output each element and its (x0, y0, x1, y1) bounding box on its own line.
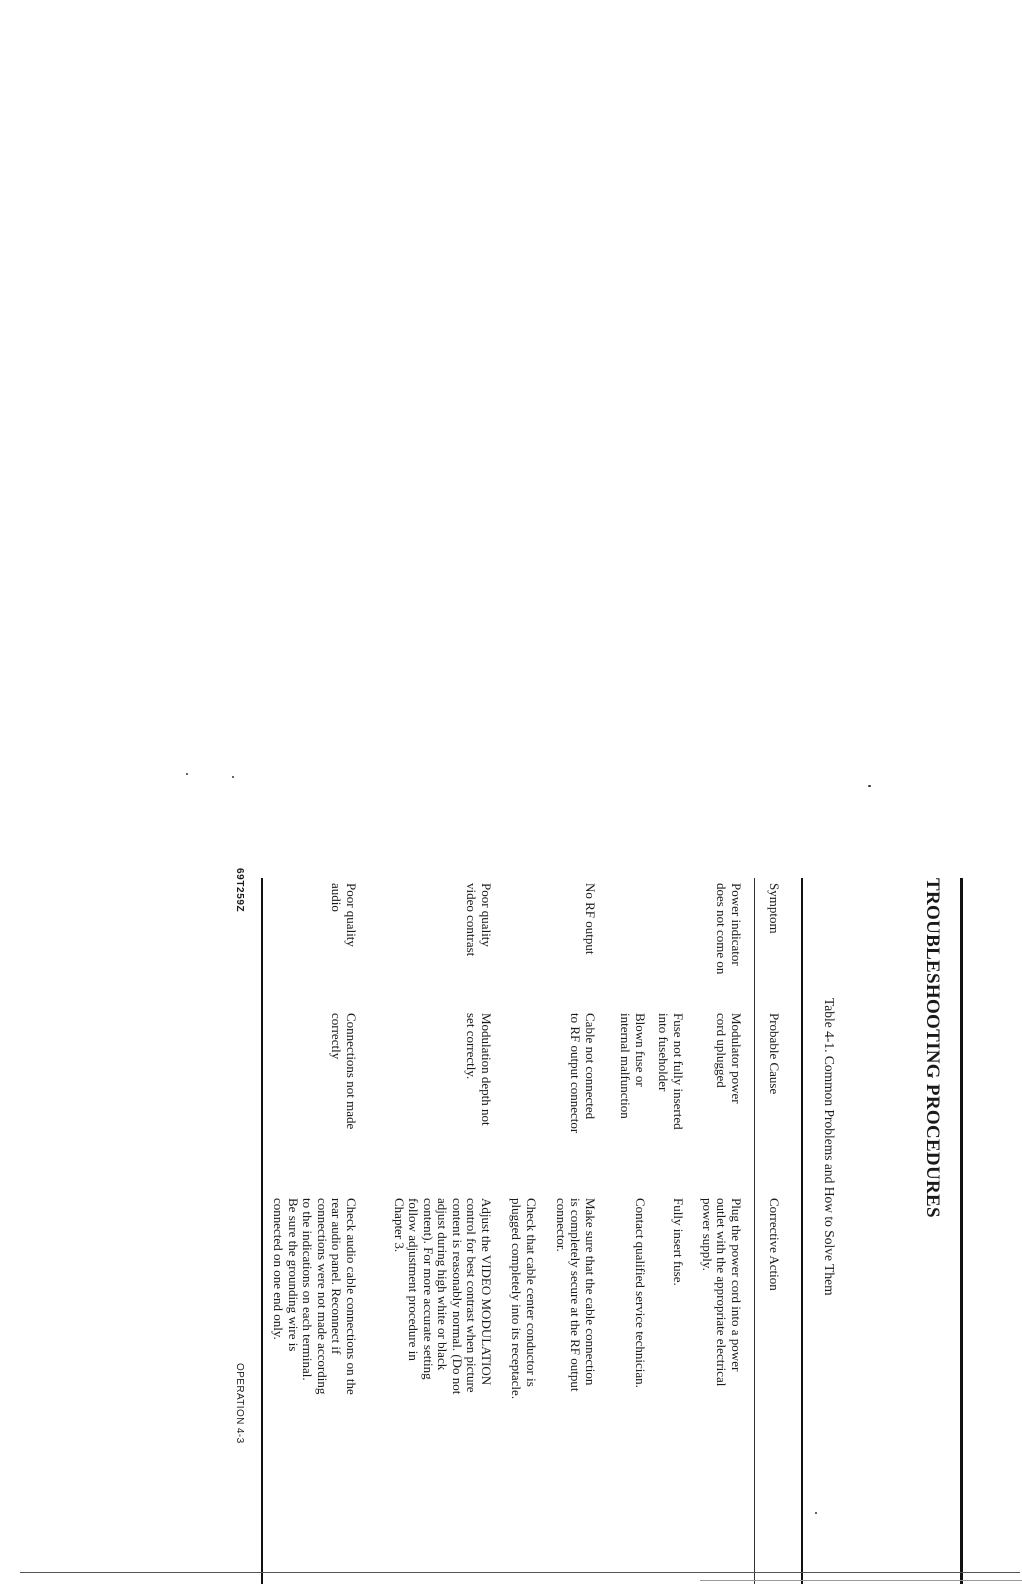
table-row-7-cause: Connections not made correctly (329, 1013, 359, 1130)
table-row-7-symptom: Poor quality audio (329, 883, 359, 947)
header-corrective-action: Corrective Action (767, 1198, 782, 1291)
scan-speck (868, 785, 871, 787)
table-bottom-rule (261, 878, 263, 1584)
footer-section-label: OPERATION 4-3 (234, 1363, 245, 1444)
header-probable-cause: Probable Cause (767, 1013, 782, 1095)
table-row-3-cause: Blown fuse or internal malfunction (618, 1013, 648, 1119)
scan-speck (186, 773, 188, 775)
table-header-top-rule (801, 878, 803, 1584)
table-caption: Table 4-1. Common Problems and How to Solve Them (822, 998, 837, 1296)
header-symptom: Symptom (767, 883, 782, 934)
footer-document-number: 69T259Z (234, 868, 245, 913)
table-row-7-action: Check audio cable connections on the rear audio panel. Reconnect if connections were not made according to the indications on each terminal. Be sure the grounding wire is connected on one end only. (271, 1198, 359, 1395)
top-rule (960, 878, 963, 1584)
table-header-bottom-rule (754, 878, 755, 1584)
rotated-document-page (205, 868, 965, 1584)
table-row-4-symptom: No RF output (583, 883, 598, 955)
scan-edge-line (20, 1572, 1020, 1573)
table-row-4-cause: Cable not connected to RF output connector (568, 1013, 598, 1134)
table-row-6-symptom: Poor quality video contrast (464, 883, 494, 957)
table-row-4-action: Make sure that the cable connection is completely secure at the RF output connector. (554, 1198, 598, 1392)
table-row-1-action: Plug the power cord into a power outlet with the appropriate electrical power supply. (700, 1198, 744, 1387)
table-row-3-action: Contact qualified service technician. (633, 1198, 648, 1388)
table-row-5-action: Check that cable center conductor is plugged completely into its receptacle. (509, 1198, 539, 1400)
table-row-2-cause: Fuse not fully inserted into fuseholder (656, 1013, 686, 1130)
table-row-6-action: Adjust the VIDEO MODULATION control for best contrast when picture content is reasonably normal. (Do not adjust during high white or black content). For more accurate setting follow adjustment procedure in Chapter 3. (392, 1198, 494, 1395)
table-row-1-cause: Modulator power cord uplugged (714, 1013, 744, 1104)
scan-speck (815, 1512, 817, 1514)
page-title: TROUBLESHOOTING PROCEDURES (922, 878, 943, 1218)
table-row-6-cause: Modulation depth not set correctly. (464, 1013, 494, 1126)
table-row-1-symptom: Power indicator does not come on (714, 883, 744, 975)
scan-edge-line-faint (700, 1580, 1022, 1581)
table-row-2-action: Fully insert fuse. (671, 1198, 686, 1286)
scan-speck (232, 776, 234, 778)
